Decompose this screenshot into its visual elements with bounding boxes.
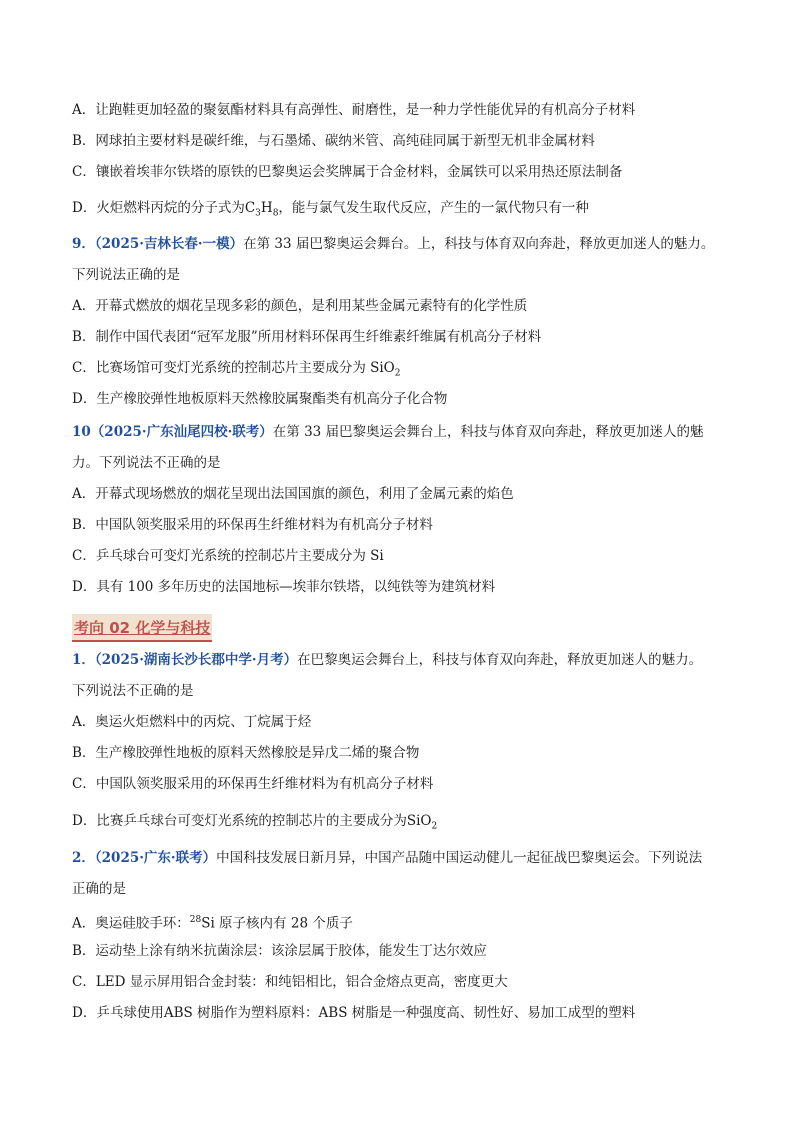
q1-option-d-text: D．比赛乒乓球台可变灯光系统的控制芯片的主要成分为SiO <box>72 813 432 829</box>
question-number: 10 <box>72 424 91 440</box>
q2-option-a <box>72 910 722 934</box>
formula-sub-8: 8 <box>272 208 279 219</box>
q9-option-a: A．开幕式燃放的烟花呈现多彩的颜色，是利用某些金属元素特有的化学性质 <box>72 298 528 314</box>
formula-sub-2: 2 <box>394 368 401 379</box>
question-2-stem-2: 正确的是 <box>72 881 126 897</box>
q2-option-a-prefix: A．奥运硅胶手环： <box>72 915 190 932</box>
formula-sub-2: 2 <box>431 821 438 832</box>
question-9-stem <box>72 234 722 254</box>
q1-option-d <box>72 811 722 837</box>
question-number: 9． <box>72 236 95 252</box>
question-source: （2025·湖南长沙长郡中学·月考） <box>94 652 298 668</box>
question-2-stem <box>72 848 722 868</box>
section-title: 考向 02 化学与科技 <box>74 618 211 637</box>
q10-option-a: A．开幕式现场燃放的烟花呈现出法国国旗的颜色，利用了金属元素的焰色 <box>72 486 514 502</box>
formula-sub-3: 3 <box>255 208 261 219</box>
q1-option-b: B．生产橡胶弹性地板的原料天然橡胶是异戊二烯的聚合物 <box>72 745 420 761</box>
option-d-prefix: D．火炬燃料丙烷的分子式为 <box>72 200 245 216</box>
q10-option-c: C．乒乓球台可变灯光系统的控制芯片主要成分为 Si <box>72 548 384 564</box>
question-10-stem-2: 力。下列说法不正确的是 <box>72 455 221 471</box>
question-1-stem-2: 下列说法不正确的是 <box>72 683 194 699</box>
option-d-prev <box>72 198 722 224</box>
q2-option-c: C．LED 显示屏用铝合金封装：和纯铝相比，铝合金熔点更高，密度更大 <box>72 974 508 990</box>
question-text: 在巴黎奥运会舞台上，科技与体育双向奔赴，释放更加迷人的魅力。 <box>297 652 703 668</box>
mass-number: 28 <box>189 915 202 925</box>
question-text: 中国科技发展日新月异，中国产品随中国运动健儿一起征战巴黎奥运会。下列说法 <box>216 850 703 866</box>
question-9-stem-2: 下列说法正确的是 <box>72 267 180 283</box>
option-d-suffix: ，能与氯气发生取代反应，产生的一氯代物只有一种 <box>278 200 589 216</box>
q9-option-d: D．生产橡胶弹性地板原料天然橡胶属聚酯类有机高分子化合物 <box>72 391 448 407</box>
q2-option-a-suffix: Si 原子核内有 28 个质子 <box>201 915 353 932</box>
question-text: 在第 33 届巴黎奥运会舞台上，科技与体育双向奔赴，释放更加迷人的魅 <box>272 424 704 440</box>
q1-option-c: C．中国队领奖服采用的环保再生纤维材料为有机高分子材料 <box>72 776 434 792</box>
option-a-prev: A．让跑鞋更加轻盈的聚氨酯材料具有高弹性、耐磨性，是一种力学性能优异的有机高分子材料 <box>72 102 636 118</box>
q1-option-a: A．奥运火炬燃料中的丙烷、丁烷属于烃 <box>72 714 312 730</box>
question-10-stem <box>72 422 722 442</box>
q10-option-b: B．中国队领奖服采用的环保再生纤维材料为有机高分子材料 <box>72 517 433 533</box>
q10-option-d: D．具有 100 多年历史的法国地标—埃菲尔铁塔，以纯铁等为建筑材料 <box>72 579 496 595</box>
question-source: （2025·吉林长春·一模） <box>94 236 244 252</box>
q9-option-c-text: C．比赛场馆可变灯光系统的控制芯片主要成分为 SiO <box>72 360 395 376</box>
question-text: 在第 33 届巴黎奥运会舞台。上，科技与体育双向奔赴，释放更加迷人的魅力。 <box>243 236 715 252</box>
q9-option-c <box>72 358 722 384</box>
q9-option-b: B．制作中国代表团“冠军龙服”所用材料环保再生纤维素纤维属有机高分子材料 <box>72 329 542 345</box>
option-b-prev: B．网球拍主要材料是碳纤维，与石墨烯、碳纳米管、高纯硅同属于新型无机非金属材料 <box>72 133 595 149</box>
formula-h: H <box>260 200 273 216</box>
question-source: （2025·广东汕尾四校·联考） <box>90 424 273 440</box>
option-c-prev: C．镶嵌着埃菲尔铁塔的原铁的巴黎奥运会奖牌属于合金材料，金属铁可以采用热还原法制备 <box>72 164 623 180</box>
question-1-stem <box>72 650 722 670</box>
q2-option-d: D．乒乓球使用ABS 树脂作为塑料原料：ABS 树脂是一种强度高、韧性好、易加工成型的塑料 <box>72 1005 636 1021</box>
formula-c: C <box>244 200 256 216</box>
question-number: 2． <box>72 850 95 866</box>
question-source: （2025·广东·联考） <box>94 850 217 866</box>
q2-option-b: B．运动垫上涂有纳米抗菌涂层：该涂层属于胶体，能发生丁达尔效应 <box>72 943 487 959</box>
question-number: 1． <box>72 652 95 668</box>
section-heading <box>72 614 212 642</box>
